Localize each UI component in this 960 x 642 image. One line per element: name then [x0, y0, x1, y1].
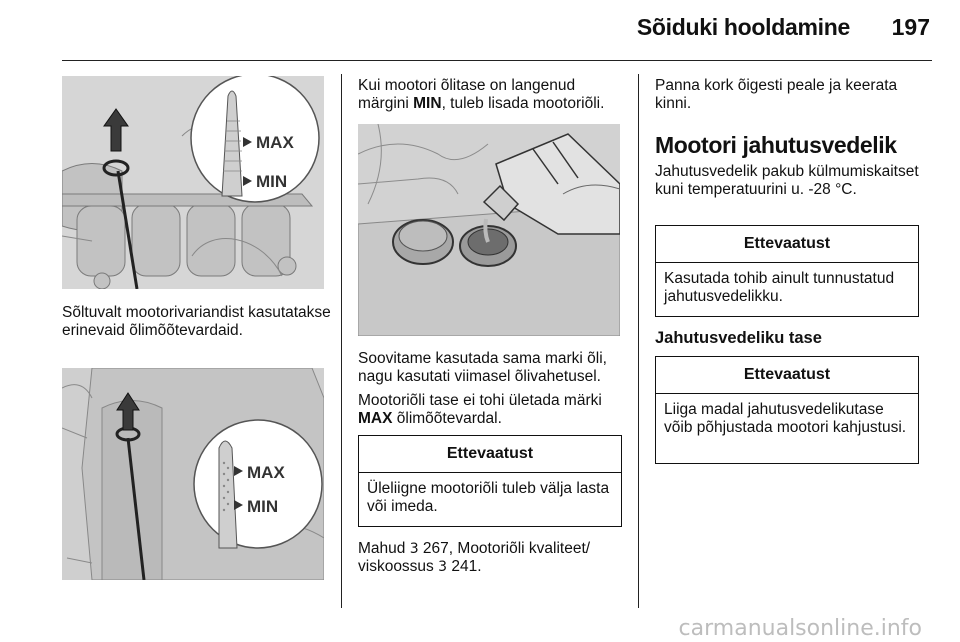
caution-text: Kasutada tohib ainult tunnustatud jahutusvedelikku.: [664, 270, 895, 305]
capacities-text-a: Mahud: [358, 540, 410, 557]
oil-max-bold: MAX: [358, 410, 393, 427]
oil-max-text-b: õlimõõtevardal.: [392, 410, 502, 427]
dipstick-figure-a: [62, 76, 324, 289]
oil-max-text-a: Mootoriõli tase ei tohi ületada märki: [358, 392, 602, 409]
page-reference-icon: 3: [438, 559, 448, 575]
dipstick-figure-b: [62, 368, 324, 580]
running-header-title: Sõiduki hooldamine: [636, 14, 850, 40]
min-label: MIN: [247, 497, 279, 516]
caution-title: Ettevaatust: [359, 436, 621, 473]
max-label: MAX: [256, 133, 294, 152]
oil-min-bold: MIN: [413, 95, 442, 112]
max-label: MAX: [247, 463, 285, 482]
capacities-text-c: 241.: [447, 558, 482, 575]
caution-box-approved-coolant: [655, 225, 919, 317]
caution-text: Liiga madal jahutusvedelikutase võib põhjustada mootori kahjustusi.: [664, 401, 907, 436]
coolant-protection-text: Jahutusvedelik pakub külmumiskaitset kuni temperatuurini u. -28 °C.: [655, 163, 919, 198]
caution-title: Ettevaatust: [656, 357, 918, 394]
section-title-coolant: Mootori jahutusvedelik: [655, 132, 897, 158]
caution-text: Üleliigne mootoriõli tuleb välja lasta või imeda.: [367, 480, 610, 515]
subsection-title-coolant-level: Jahutusvedeliku tase: [655, 329, 822, 347]
capacities-text-b: 267, Mootoriõli kvaliteet/ viskoossus: [358, 540, 591, 575]
page-reference-icon: 3: [409, 541, 419, 557]
oil-min-text-b: , tuleb lisada mootoriõli.: [441, 95, 605, 112]
column-divider-left: [341, 74, 342, 608]
oil-filling-figure: [358, 124, 620, 336]
caution-box-low-coolant: [655, 356, 919, 464]
page-number: 197: [891, 14, 930, 40]
same-brand-oil-text: Soovitame kasutada sama marki õli, nagu kasutati viimasel õlivahetusel.: [358, 350, 607, 385]
oil-min-text-a: Kui mootori õlitase on langenud märgini: [358, 77, 576, 112]
column-divider-right: [638, 74, 639, 608]
watermark: carmanualsonline.info: [678, 616, 922, 641]
caution-box-excess-oil: [358, 435, 622, 527]
cap-closing-text: Panna kork õigesti peale ja keerata kinni.: [655, 77, 898, 112]
oil-max-text: [358, 392, 628, 428]
header-rule: [62, 60, 932, 61]
oil-min-text: [358, 77, 628, 113]
dipstick-variants-text: Sõltuvalt mootorivariandist kasutatakse erinevaid õlimõõtevardaid.: [62, 304, 331, 339]
capacities-reference-text: [358, 540, 628, 576]
caution-title: Ettevaatust: [656, 226, 918, 263]
min-label: MIN: [256, 172, 288, 191]
